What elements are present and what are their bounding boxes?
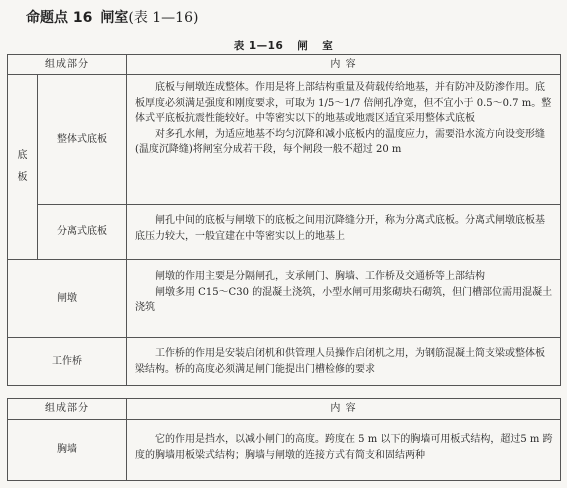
fenli-label: 分离式底板 [37, 204, 127, 260]
header2-component: 组成部分 [7, 398, 127, 420]
heading-title: 闸室 [100, 10, 129, 26]
fenli-content [126, 204, 561, 260]
header2-content: 内 容 [126, 398, 561, 420]
zhadun-content [126, 259, 561, 338]
zhadun-label: 闸墩 [7, 259, 127, 338]
table-caption [0, 38, 567, 53]
diban-group-cell [7, 74, 38, 260]
zhengti-label: 整体式底板 [37, 74, 127, 205]
diban-char-1: 底 [17, 150, 28, 161]
diban-char-2: 板 [17, 172, 28, 183]
caption-title-b: 室 [322, 40, 334, 52]
xiongqiang-label: 胸墙 [7, 419, 127, 481]
zhengti-paragraph-2: 对多孔水闸，为适应地基不均匀沉降和减小底板内的温度应力，需要沿水流方向设变形缝(温度沉降缝)将闸室分成若干段，每个闸段一般不超过 20 m [135, 128, 545, 155]
gongzuoqiao-label: 工作桥 [7, 337, 127, 386]
zhadun-paragraph-1: 闸墩的作用主要是分隔闸孔，支承闸门、胸墙、工作桥及交通桥等上部结构 [155, 271, 485, 282]
heading-table-ref: (表 1—16) [128, 10, 199, 26]
fenli-paragraph-1: 闸孔中间的底板与闸墩下的底板之间用沉降缝分开，称为分离式底板。分离式闸墩底板基底压力较大，一般宜建在中等密实以上的地基上 [135, 215, 545, 242]
caption-label: 表 1—16 [233, 40, 284, 52]
zhengti-content [126, 74, 561, 205]
heading-number: 命题点 16 [26, 10, 93, 26]
section-heading [26, 7, 198, 27]
zhadun-paragraph-2: 闸墩多用 C15～C30 的混凝土浇筑，小型水闸可用浆砌块石砌筑，但门槽部位需用混凝土浇筑 [135, 286, 553, 313]
xiongqiang-content [126, 419, 561, 481]
gongzuoqiao-paragraph-1: 工作桥的作用是安装启闭机和供管理人员操作启闭机之用，为钢筋混凝土简支梁或整体板梁结构。桥的高度必须满足闸门能提出门槽检修的要求 [135, 348, 545, 375]
zhengti-paragraph-1: 底板与闸墩连成整体。作用是将上部结构重量及荷载传给地基，并有防冲及防渗作用。底板厚度必须满足强度和刚度要求，可取为 1/5～1/7 倍闸孔净宽，但不宜小于 0.5～0.7 m。整体式平底板抗震性能较好。中等密实以下的地基或地震区适宜采用整体式底板 [135, 82, 552, 124]
header-component: 组成部分 [7, 54, 127, 75]
xiongqiang-paragraph-1: 它的作用是挡水，以减小闸门的高度。跨度在 5 m 以下的胸墙可用板式结构，超过5 m 跨度的胸墙用板梁式结构；胸墙与闸墩的连接方式有简支和固结两种 [135, 434, 553, 461]
caption-title-a: 闸 [297, 40, 309, 52]
gongzuoqiao-content [126, 337, 561, 386]
header-content: 内 容 [126, 54, 561, 75]
